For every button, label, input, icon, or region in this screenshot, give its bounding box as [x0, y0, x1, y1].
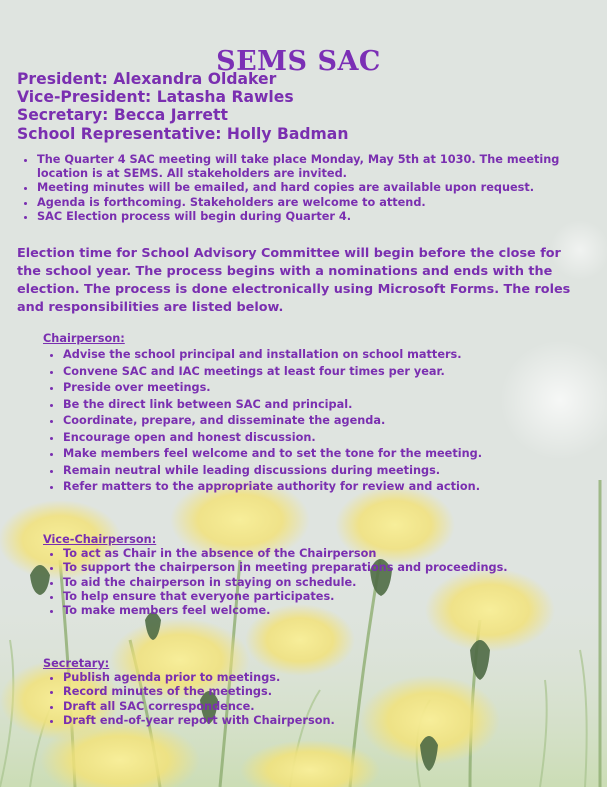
duty-item: • To act as Chair in the absence of the Chairperson — [63, 547, 583, 561]
duty-item: • Advise the school principal and installation on school matters. — [63, 347, 583, 364]
duty-item: • Preside over meetings. — [63, 380, 583, 397]
vice-chairperson-duties-list — [48, 547, 583, 618]
duty-item: • Record minutes of the meetings. — [63, 685, 583, 699]
officer-secretary: Secretary: Becca Jarrett — [17, 106, 228, 125]
duty-item: • To help ensure that everyone participates. — [63, 590, 583, 604]
duty-item: • Refer matters to the appropriate authority for review and action. — [63, 479, 583, 496]
duty-item: • To support the chairperson in meeting preparations and proceedings. — [63, 561, 583, 575]
officer-president: President: Alexandra Oldaker — [17, 70, 277, 88]
secretary-heading: Secretary: — [43, 657, 110, 670]
duty-item: • To aid the chairperson in staying on schedule. — [63, 576, 583, 590]
announcement-item: • The Quarter 4 SAC meeting will take place Monday, May 5th at 1030. The meeting location is at SEMS. All stakeholders are invited. — [37, 153, 597, 181]
page-title: SEMS SAC — [216, 46, 381, 78]
duty-item: • Be the direct link between SAC and principal. — [63, 397, 583, 414]
election-intro-paragraph: Election time for School Advisory Committee will begin before the close for the school year. The process begins with a nominations and ends with the election. The process is done electronically using Microsoft Forms. The roles and responsibilities are listed below. — [17, 246, 571, 315]
officer-list — [17, 70, 348, 143]
announcement-list — [22, 153, 597, 224]
officer-school-representative: School Representative: Holly Badman — [17, 124, 349, 143]
duty-item: • Encourage open and honest discussion. — [63, 430, 583, 447]
duty-item: • Draft all SAC correspondence. — [63, 700, 583, 714]
chairperson-duties-list — [48, 347, 583, 496]
announcement-item: • Agenda is forthcoming. Stakeholders are welcome to attend. — [37, 196, 597, 210]
officer-vice-president: Vice-President: Latasha Rawles — [17, 88, 294, 107]
vice-chairperson-heading: Vice-Chairperson: — [43, 533, 157, 546]
duty-item: • Make members feel welcome and to set the tone for the meeting. — [63, 446, 583, 463]
chairperson-heading: Chairperson: — [43, 332, 125, 345]
duty-item: • Coordinate, prepare, and disseminate the agenda. — [63, 413, 583, 430]
duty-item: • Remain neutral while leading discussions during meetings. — [63, 463, 583, 480]
announcement-item: • SAC Election process will begin during Quarter 4. — [37, 210, 597, 224]
secretary-duties-list — [48, 671, 583, 728]
duty-item: • Convene SAC and IAC meetings at least four times per year. — [63, 364, 583, 381]
duty-item: • To make members feel welcome. — [63, 604, 583, 618]
duty-item: • Publish agenda prior to meetings. — [63, 671, 583, 685]
announcement-item: • Meeting minutes will be emailed, and hard copies are available upon request. — [37, 181, 597, 195]
duty-item: • Draft end-of-year report with Chairperson. — [63, 714, 583, 728]
